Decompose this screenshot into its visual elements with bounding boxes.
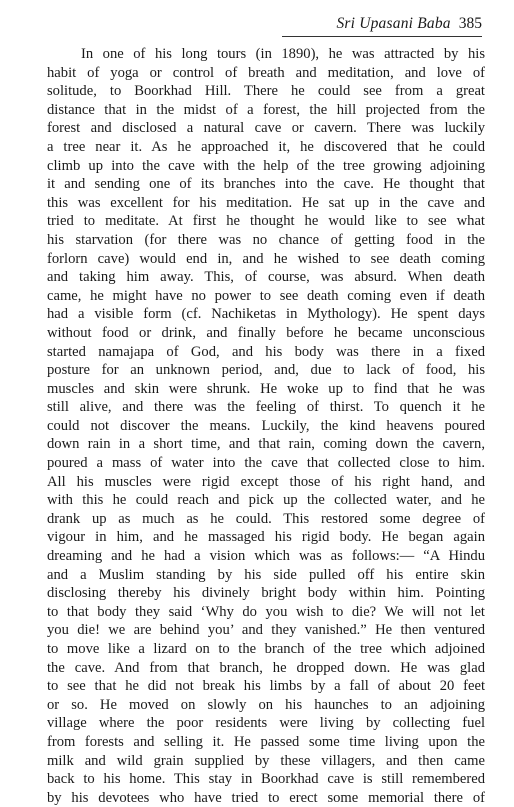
text-line: or so. He moved on slowly on his haunches to an adjoining bbox=[47, 696, 485, 713]
text-line: with this he could reach and pick up the collected water, and he bbox=[47, 492, 485, 509]
text-line: a tree near it. As he approached it, he discovered that he could bbox=[47, 138, 485, 155]
text-line: climb up into the cave with the help of the tree growing adjoining bbox=[47, 157, 485, 174]
text-line: could not discover the means. Luckily, the kind heavens poured bbox=[47, 417, 485, 434]
text-line: In one of his long tours (in 1890), he was attracted by his bbox=[81, 46, 485, 62]
text-line: All his muscles were rigid except those of his right hand, and bbox=[47, 473, 485, 490]
text-line: milk and wild grain supplied by these villagers, and then came bbox=[47, 752, 485, 769]
text-line: to that body they said ‘Why do you wish to die? We will not let bbox=[47, 603, 485, 620]
text-line: forest and disclosed a natural cave or cavern. There was luckily bbox=[47, 120, 485, 137]
text-line: poured a mass of water into the cave that collected close to him. bbox=[47, 455, 485, 472]
running-title: Sri Upasani Baba bbox=[336, 15, 451, 32]
text-line: came, he might have no power to see death coming even if death bbox=[47, 287, 485, 304]
text-line: habit of yoga or control of breath and meditation, and love of bbox=[47, 64, 485, 81]
text-line: disclosing thereby his divinely bright body within him. Pointing bbox=[47, 585, 485, 602]
text-line: you die! we are behind you’ and they vanished.” He then ventured bbox=[47, 622, 485, 639]
text-line: forlorn cave) would end in, and he wished to see death coming bbox=[47, 250, 485, 267]
text-line: and taking him away. This, of course, was absurd. When death bbox=[47, 269, 485, 286]
text-line: down rain in a short time, and that rain, coming down the cavern, bbox=[47, 436, 485, 453]
text-line: back to his home. This stay in Boorkhad cave is still remembered bbox=[47, 771, 485, 788]
text-line: dreaming and he had a vision which was as follows:— “A Hindu bbox=[47, 548, 485, 565]
text-line: without food or drink, and finally before he became unconscious bbox=[47, 324, 485, 341]
text-line: his starvation (for there was no chance of getting food in the bbox=[47, 231, 485, 248]
body-paragraph bbox=[47, 45, 485, 807]
text-line: this was excellent for his meditation. He sat up in the cave and bbox=[47, 194, 485, 211]
running-header bbox=[282, 14, 482, 37]
text-line: vigour in him, and he massaged his rigid body. He began again bbox=[47, 529, 485, 546]
text-line: muscles and skin were shrunk. He woke up to find that he was bbox=[47, 380, 485, 397]
text-line: tried to meditate. At first he thought he would like to see what bbox=[47, 213, 485, 230]
text-line: drank up as much as he could. This restored some degree of bbox=[47, 510, 485, 527]
text-line: it and sending one of its branches into the cave. He thought that bbox=[47, 176, 485, 193]
text-line: posture for an unknown period, and, due to lack of food, his bbox=[47, 362, 485, 379]
text-line: solitude, to Boorkhad Hill. There he could see from a great bbox=[47, 83, 485, 100]
page-number: 385 bbox=[458, 15, 482, 32]
text-line: by his devotees who have tried to erect some memorial there of bbox=[47, 789, 485, 806]
text-line: from forests and selling it. He passed some time living upon the bbox=[47, 733, 485, 750]
text-line: had a visible form (cf. Nachiketas in Mythology). He spent days bbox=[47, 306, 485, 323]
text-line: to see that he did not break his limbs by a fall of about 20 feet bbox=[47, 678, 485, 695]
text-line: and a Muslim standing by his side pulled off his entire skin bbox=[47, 566, 485, 583]
text-line: started namajapa of God, and his body was there in a fixed bbox=[47, 343, 485, 360]
text-line: to move like a lizard on to the branch of the tree which adjoined bbox=[47, 641, 485, 657]
text-line: distance that in the midst of a forest, the hill projected from the bbox=[47, 101, 485, 118]
text-line: the cave. And from that branch, he dropped down. He was glad bbox=[47, 659, 485, 676]
text-line: village where the poor residents were living by collecting fuel bbox=[47, 715, 485, 732]
text-line: still alive, and there was the feeling of thirst. To quench it he bbox=[47, 399, 485, 416]
